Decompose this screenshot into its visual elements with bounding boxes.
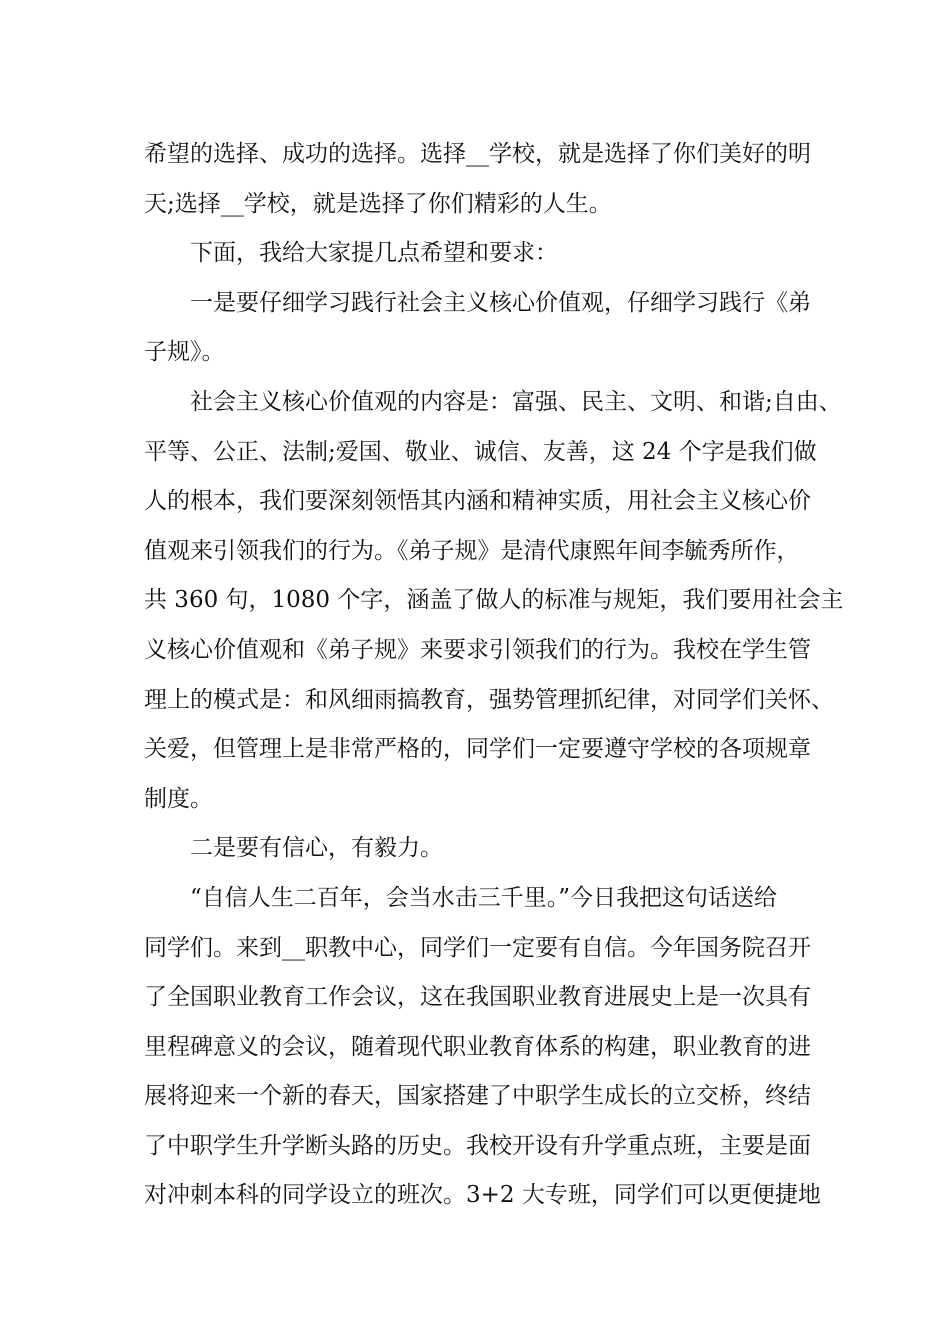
text-line: 里程碑意义的会议，随着现代职业教育体系的构建，职业教育的进 bbox=[144, 1033, 811, 1060]
text-line: 子规》。 bbox=[144, 339, 225, 366]
text-line: 了全国职业教育工作会议，这在我国职业教育进展史上是一次具有 bbox=[144, 984, 811, 1011]
text-line: 展将迎来一个新的春天，国家搭建了中职学生成长的立交桥，终结 bbox=[144, 1083, 811, 1110]
text-line: 社会主义核心价值观的内容是：富强、民主、文明、和谐;自由、 bbox=[190, 388, 842, 415]
text-line: “自信人生二百年，会当水击三千里。”今日我把这句话送给 bbox=[190, 884, 778, 911]
text-line: 对冲刺本科的同学设立的班次。3+2 大专班，同学们可以更便捷地 bbox=[144, 1182, 821, 1209]
text-line: 天;选择__学校，就是选择了你们精彩的人生。 bbox=[144, 190, 612, 217]
text-line: 共 360 句，1080 个字，涵盖了做人的标准与规矩，我们要用社会主 bbox=[144, 587, 844, 614]
text-line: 二是要有信心，有毅力。 bbox=[190, 835, 443, 862]
text-line: 希望的选择、成功的选择。选择__学校，就是选择了你们美好的明 bbox=[144, 141, 811, 167]
text-line: 了中职学生升学断头路的历史。我校开设有升学重点班，主要是面 bbox=[144, 1132, 811, 1159]
text-line: 理上的模式是：和风细雨搞教育，强势管理抓纪律，对同学们关怀、 bbox=[144, 686, 834, 713]
text-line: 一是要仔细学习践行社会主义核心价值观，仔细学习践行《弟 bbox=[190, 289, 811, 316]
text-line: 平等、公正、法制;爱国、敬业、诚信、友善，这 24 个字是我们做 bbox=[144, 438, 817, 465]
text-line: 义核心价值观和《弟子规》来要求引领我们的行为。我校在学生管 bbox=[144, 636, 811, 663]
text-line: 值观来引领我们的行为。《弟子规》是清代康熙年间李毓秀所作， bbox=[144, 537, 800, 564]
text-line: 人的根本，我们要深刻领悟其内涵和精神实质，用社会主义核心价 bbox=[144, 488, 811, 515]
text-line: 同学们。来到__职教中心，同学们一定要有自信。今年国务院召开 bbox=[144, 934, 811, 961]
document-body bbox=[144, 130, 844, 1221]
text-line: 关爱，但管理上是非常严格的，同学们一定要遵守学校的各项规章 bbox=[144, 736, 811, 763]
text-line: 下面，我给大家提几点希望和要求： bbox=[190, 240, 558, 267]
text-line: 制度。 bbox=[144, 785, 213, 812]
